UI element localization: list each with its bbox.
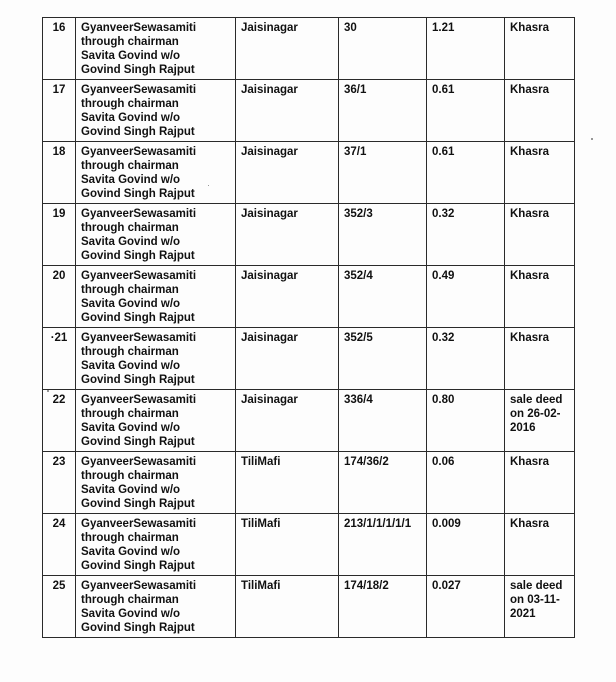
area-cell: 1.21 [427,18,505,80]
serial-number-cell: ·21 [43,328,76,390]
owner-line: Govind Singh Rajput [81,64,195,76]
serial-number-cell: 24 [43,514,76,576]
area-cell: 0.32 [427,204,505,266]
owner-line: Govind Singh Rajput [81,374,195,386]
scan-speck [208,185,209,186]
table-row [43,328,575,390]
area-cell: 0.49 [427,266,505,328]
owner-line: through chairman [81,594,179,606]
owner-line: Govind Singh Rajput [81,498,195,510]
owner-line: GyanveerSewasamiti [81,394,197,406]
owner-line: Govind Singh Rajput [81,436,195,448]
owner-line: GyanveerSewasamiti [81,580,197,592]
table-row [43,18,575,80]
village-cell: Jaisinagar [236,80,339,142]
owner-line: Savita Govind w/o [81,174,181,186]
owner-name-cell [76,204,236,266]
serial-number-cell: 19 [43,204,76,266]
remark-cell: Khasra [505,142,575,204]
table-row [43,204,575,266]
scan-speck [47,390,49,392]
owner-line: Savita Govind w/o [81,546,181,558]
owner-line: Savita Govind w/o [81,484,181,496]
remark-cell: Khasra [505,266,575,328]
owner-line: GyanveerSewasamiti [81,146,197,158]
table-row [43,266,575,328]
owner-line: GyanveerSewasamiti [81,84,197,96]
khasra-number-cell: 352/3 [339,204,427,266]
owner-line: GyanveerSewasamiti [81,518,197,530]
table-row [43,452,575,514]
owner-name-cell [76,142,236,204]
land-records-table [42,17,575,638]
remark-cell: Khasra [505,514,575,576]
khasra-number-cell: 174/18/2 [339,576,427,638]
owner-line: Savita Govind w/o [81,360,181,372]
serial-number-cell: 25 [43,576,76,638]
owner-line: Savita Govind w/o [81,112,181,124]
owner-line: through chairman [81,346,179,358]
serial-number-cell: 20 [43,266,76,328]
owner-line: through chairman [81,98,179,110]
area-cell: 0.32 [427,328,505,390]
table-row [43,514,575,576]
serial-number-cell: 22 [43,390,76,452]
remark-cell: Khasra [505,18,575,80]
village-cell: TiliMafi [236,452,339,514]
remark-cell: sale deed on 26-02-2016 [505,390,575,452]
area-cell: 0.009 [427,514,505,576]
owner-line: Savita Govind w/o [81,422,181,434]
village-cell: Jaisinagar [236,18,339,80]
remark-cell: Khasra [505,80,575,142]
table-row [43,80,575,142]
serial-number-cell: 17 [43,80,76,142]
village-cell: Jaisinagar [236,390,339,452]
khasra-number-cell: 336/4 [339,390,427,452]
owner-line: Savita Govind w/o [81,608,181,620]
village-cell: Jaisinagar [236,328,339,390]
owner-line: through chairman [81,160,179,172]
owner-name-cell [76,452,236,514]
owner-line: GyanveerSewasamiti [81,22,197,34]
table-row [43,142,575,204]
area-cell: 0.027 [427,576,505,638]
remark-cell: Khasra [505,328,575,390]
village-cell: Jaisinagar [236,204,339,266]
khasra-number-cell: 36/1 [339,80,427,142]
owner-name-cell [76,328,236,390]
khasra-number-cell: 352/4 [339,266,427,328]
owner-name-cell [76,514,236,576]
village-cell: TiliMafi [236,514,339,576]
owner-name-cell [76,576,236,638]
owner-line: Govind Singh Rajput [81,250,195,262]
owner-line: through chairman [81,470,179,482]
owner-line: through chairman [81,408,179,420]
serial-number-cell: 16 [43,18,76,80]
serial-number-cell: 18 [43,142,76,204]
area-cell: 0.80 [427,390,505,452]
owner-line: GyanveerSewasamiti [81,270,197,282]
village-cell: Jaisinagar [236,142,339,204]
scan-speck [591,138,593,140]
owner-line: GyanveerSewasamiti [81,456,197,468]
owner-line: through chairman [81,284,179,296]
owner-name-cell [76,390,236,452]
owner-name-cell [76,18,236,80]
remark-cell: sale deed on 03-11-2021 [505,576,575,638]
khasra-number-cell: 352/5 [339,328,427,390]
owner-line: through chairman [81,222,179,234]
owner-line: Savita Govind w/o [81,298,181,310]
area-cell: 0.61 [427,142,505,204]
khasra-number-cell: 37/1 [339,142,427,204]
owner-line: Govind Singh Rajput [81,188,195,200]
table-row [43,390,575,452]
owner-line: Savita Govind w/o [81,236,181,248]
owner-line: Govind Singh Rajput [81,126,195,138]
village-cell: TiliMafi [236,576,339,638]
owner-line: Savita Govind w/o [81,50,181,62]
khasra-number-cell: 213/1/1/1/1/1 [339,514,427,576]
owner-line: Govind Singh Rajput [81,312,195,324]
serial-number-cell: 23 [43,452,76,514]
khasra-number-cell: 174/36/2 [339,452,427,514]
owner-line: GyanveerSewasamiti [81,332,197,344]
owner-name-cell [76,80,236,142]
owner-line: Govind Singh Rajput [81,622,195,634]
village-cell: Jaisinagar [236,266,339,328]
owner-name-cell [76,266,236,328]
owner-line: through chairman [81,36,179,48]
remark-cell: Khasra [505,452,575,514]
owner-line: Govind Singh Rajput [81,560,195,572]
remark-cell: Khasra [505,204,575,266]
khasra-number-cell: 30 [339,18,427,80]
owner-line: through chairman [81,532,179,544]
owner-line: GyanveerSewasamiti [81,208,197,220]
area-cell: 0.06 [427,452,505,514]
table-row [43,576,575,638]
area-cell: 0.61 [427,80,505,142]
